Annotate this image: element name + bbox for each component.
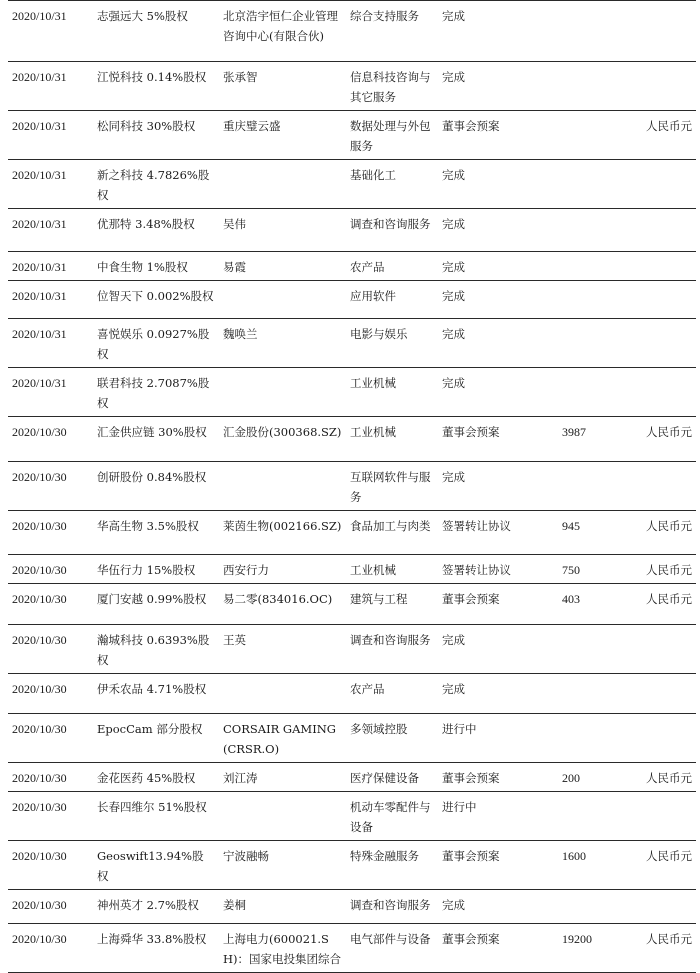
target-cell: 伊禾农品 4.71%股权 bbox=[93, 674, 219, 714]
industry-cell: 农产品 bbox=[346, 674, 438, 714]
date-cell: 2020/10/31 bbox=[8, 319, 93, 368]
currency-cell bbox=[635, 1, 696, 62]
target-cell: 新之科技 4.7826%股权 bbox=[93, 160, 219, 209]
status-cell: 签署转让协议 bbox=[438, 555, 558, 584]
target-cell: 喜悦娱乐 0.0927%股权 bbox=[93, 319, 219, 368]
target-cell: 汇金供应链 30%股权 bbox=[93, 417, 219, 462]
buyer-cell: 易二零(834016.OC) bbox=[219, 584, 346, 625]
table-row bbox=[8, 160, 696, 209]
status-cell: 完成 bbox=[438, 252, 558, 281]
table-row bbox=[8, 462, 696, 511]
target-cell: 瀚城科技 0.6393%股权 bbox=[93, 625, 219, 674]
status-cell: 董事会预案 bbox=[438, 417, 558, 462]
buyer-cell: 吴伟 bbox=[219, 209, 346, 252]
currency-cell: 人民币元 bbox=[635, 763, 696, 792]
status-cell: 完成 bbox=[438, 209, 558, 252]
currency-cell bbox=[635, 462, 696, 511]
date-cell: 2020/10/30 bbox=[8, 841, 93, 890]
buyer-cell bbox=[219, 368, 346, 417]
date-cell: 2020/10/30 bbox=[8, 763, 93, 792]
status-cell: 董事会预案 bbox=[438, 841, 558, 890]
date-cell: 2020/10/30 bbox=[8, 417, 93, 462]
table-row bbox=[8, 924, 696, 973]
buyer-cell: 宁波融畅 bbox=[219, 841, 346, 890]
buyer-cell: 莱茵生物(002166.SZ) bbox=[219, 511, 346, 555]
currency-cell bbox=[635, 674, 696, 714]
table-row bbox=[8, 763, 696, 792]
status-cell: 签署转让协议 bbox=[438, 511, 558, 555]
currency-cell bbox=[635, 625, 696, 674]
industry-cell: 电气部件与设备 bbox=[346, 924, 438, 973]
date-cell: 2020/10/30 bbox=[8, 555, 93, 584]
target-cell: EpocCam 部分股权 bbox=[93, 714, 219, 763]
date-cell: 2020/10/31 bbox=[8, 62, 93, 111]
industry-cell: 基础化工 bbox=[346, 160, 438, 209]
amount-cell: 19200 bbox=[558, 924, 635, 973]
currency-cell bbox=[635, 368, 696, 417]
buyer-cell: 上海电力(600021.SH)：国家电投集团综合 bbox=[219, 924, 346, 973]
buyer-cell: CORSAIR GAMING(CRSR.O) bbox=[219, 714, 346, 763]
date-cell: 2020/10/30 bbox=[8, 584, 93, 625]
currency-cell bbox=[635, 209, 696, 252]
date-cell: 2020/10/31 bbox=[8, 111, 93, 160]
currency-cell: 人民币元 bbox=[635, 584, 696, 625]
status-cell: 完成 bbox=[438, 62, 558, 111]
date-cell: 2020/10/30 bbox=[8, 924, 93, 973]
table-row bbox=[8, 62, 696, 111]
industry-cell: 工业机械 bbox=[346, 417, 438, 462]
currency-cell: 人民币元 bbox=[635, 511, 696, 555]
table-row bbox=[8, 417, 696, 462]
buyer-cell: 王英 bbox=[219, 625, 346, 674]
industry-cell: 数据处理与外包服务 bbox=[346, 111, 438, 160]
buyer-cell bbox=[219, 792, 346, 841]
target-cell: 华伍行力 15%股权 bbox=[93, 555, 219, 584]
buyer-cell bbox=[219, 281, 346, 319]
currency-cell: 人民币元 bbox=[635, 555, 696, 584]
target-cell: 联君科技 2.7087%股权 bbox=[93, 368, 219, 417]
table-row bbox=[8, 1, 696, 62]
date-cell: 2020/10/31 bbox=[8, 252, 93, 281]
currency-cell bbox=[635, 319, 696, 368]
buyer-cell bbox=[219, 160, 346, 209]
amount-cell: 945 bbox=[558, 511, 635, 555]
status-cell: 完成 bbox=[438, 625, 558, 674]
target-cell: 神州英才 2.7%股权 bbox=[93, 890, 219, 924]
date-cell: 2020/10/30 bbox=[8, 890, 93, 924]
table-row bbox=[8, 252, 696, 281]
amount-cell bbox=[558, 319, 635, 368]
deal-table bbox=[8, 0, 696, 973]
status-cell: 董事会预案 bbox=[438, 924, 558, 973]
industry-cell: 工业机械 bbox=[346, 368, 438, 417]
amount-cell bbox=[558, 625, 635, 674]
status-cell: 完成 bbox=[438, 368, 558, 417]
date-cell: 2020/10/30 bbox=[8, 714, 93, 763]
table-row bbox=[8, 319, 696, 368]
date-cell: 2020/10/31 bbox=[8, 209, 93, 252]
currency-cell: 人民币元 bbox=[635, 924, 696, 973]
table-row bbox=[8, 674, 696, 714]
amount-cell bbox=[558, 462, 635, 511]
currency-cell bbox=[635, 714, 696, 763]
target-cell: 上海舜华 33.8%股权 bbox=[93, 924, 219, 973]
currency-cell bbox=[635, 281, 696, 319]
target-cell: 中食生物 1%股权 bbox=[93, 252, 219, 281]
status-cell: 完成 bbox=[438, 1, 558, 62]
buyer-cell: 汇金股份(300368.SZ) bbox=[219, 417, 346, 462]
date-cell: 2020/10/31 bbox=[8, 281, 93, 319]
industry-cell: 调查和咨询服务 bbox=[346, 890, 438, 924]
status-cell: 进行中 bbox=[438, 792, 558, 841]
currency-cell bbox=[635, 252, 696, 281]
buyer-cell bbox=[219, 462, 346, 511]
currency-cell bbox=[635, 62, 696, 111]
buyer-cell: 北京浩宇恒仁企业管理咨询中心(有限合伙) bbox=[219, 1, 346, 62]
amount-cell: 1600 bbox=[558, 841, 635, 890]
table-row bbox=[8, 111, 696, 160]
industry-cell: 医疗保健设备 bbox=[346, 763, 438, 792]
industry-cell: 工业机械 bbox=[346, 555, 438, 584]
target-cell: 华高生物 3.5%股权 bbox=[93, 511, 219, 555]
status-cell: 完成 bbox=[438, 319, 558, 368]
table-row bbox=[8, 584, 696, 625]
target-cell: 长春四维尔 51%股权 bbox=[93, 792, 219, 841]
target-cell: 优那特 3.48%股权 bbox=[93, 209, 219, 252]
date-cell: 2020/10/31 bbox=[8, 160, 93, 209]
amount-cell bbox=[558, 674, 635, 714]
amount-cell: 403 bbox=[558, 584, 635, 625]
amount-cell bbox=[558, 281, 635, 319]
status-cell: 进行中 bbox=[438, 714, 558, 763]
amount-cell bbox=[558, 792, 635, 841]
amount-cell bbox=[558, 62, 635, 111]
industry-cell: 建筑与工程 bbox=[346, 584, 438, 625]
amount-cell bbox=[558, 160, 635, 209]
industry-cell: 调查和咨询服务 bbox=[346, 209, 438, 252]
table-row bbox=[8, 281, 696, 319]
table-row bbox=[8, 368, 696, 417]
table-row bbox=[8, 555, 696, 584]
amount-cell bbox=[558, 1, 635, 62]
industry-cell: 特殊金融服务 bbox=[346, 841, 438, 890]
industry-cell: 机动车零配件与设备 bbox=[346, 792, 438, 841]
table-row bbox=[8, 209, 696, 252]
date-cell: 2020/10/30 bbox=[8, 511, 93, 555]
currency-cell bbox=[635, 890, 696, 924]
table-row bbox=[8, 792, 696, 841]
buyer-cell: 张承智 bbox=[219, 62, 346, 111]
buyer-cell: 重庆璧云盛 bbox=[219, 111, 346, 160]
industry-cell: 食品加工与肉类 bbox=[346, 511, 438, 555]
status-cell: 完成 bbox=[438, 674, 558, 714]
status-cell: 完成 bbox=[438, 160, 558, 209]
target-cell: 位智天下 0.002%股权 bbox=[93, 281, 219, 319]
amount-cell bbox=[558, 890, 635, 924]
date-cell: 2020/10/30 bbox=[8, 462, 93, 511]
buyer-cell: 魏唤兰 bbox=[219, 319, 346, 368]
amount-cell: 200 bbox=[558, 763, 635, 792]
table-row bbox=[8, 625, 696, 674]
date-cell: 2020/10/30 bbox=[8, 674, 93, 714]
date-cell: 2020/10/30 bbox=[8, 792, 93, 841]
industry-cell: 调查和咨询服务 bbox=[346, 625, 438, 674]
target-cell: 金花医药 45%股权 bbox=[93, 763, 219, 792]
amount-cell: 3987 bbox=[558, 417, 635, 462]
buyer-cell: 易霞 bbox=[219, 252, 346, 281]
amount-cell bbox=[558, 368, 635, 417]
table-row bbox=[8, 841, 696, 890]
buyer-cell: 姜桐 bbox=[219, 890, 346, 924]
industry-cell: 互联网软件与服务 bbox=[346, 462, 438, 511]
status-cell: 董事会预案 bbox=[438, 763, 558, 792]
industry-cell: 多领域控股 bbox=[346, 714, 438, 763]
amount-cell bbox=[558, 252, 635, 281]
target-cell: 松同科技 30%股权 bbox=[93, 111, 219, 160]
currency-cell bbox=[635, 160, 696, 209]
industry-cell: 信息科技咨询与其它服务 bbox=[346, 62, 438, 111]
table-row bbox=[8, 890, 696, 924]
amount-cell bbox=[558, 714, 635, 763]
amount-cell: 750 bbox=[558, 555, 635, 584]
status-cell: 董事会预案 bbox=[438, 584, 558, 625]
target-cell: 厦门安越 0.99%股权 bbox=[93, 584, 219, 625]
currency-cell: 人民币元 bbox=[635, 111, 696, 160]
industry-cell: 应用软件 bbox=[346, 281, 438, 319]
status-cell: 完成 bbox=[438, 890, 558, 924]
buyer-cell bbox=[219, 674, 346, 714]
status-cell: 董事会预案 bbox=[438, 111, 558, 160]
amount-cell bbox=[558, 111, 635, 160]
date-cell: 2020/10/31 bbox=[8, 1, 93, 62]
date-cell: 2020/10/31 bbox=[8, 368, 93, 417]
currency-cell: 人民币元 bbox=[635, 417, 696, 462]
industry-cell: 电影与娱乐 bbox=[346, 319, 438, 368]
table-row bbox=[8, 511, 696, 555]
currency-cell: 人民币元 bbox=[635, 841, 696, 890]
status-cell: 完成 bbox=[438, 281, 558, 319]
date-cell: 2020/10/30 bbox=[8, 625, 93, 674]
status-cell: 完成 bbox=[438, 462, 558, 511]
amount-cell bbox=[558, 209, 635, 252]
target-cell: Geoswift13.94%股权 bbox=[93, 841, 219, 890]
target-cell: 创研股份 0.84%股权 bbox=[93, 462, 219, 511]
deal-table-body bbox=[8, 1, 696, 973]
table-row bbox=[8, 714, 696, 763]
industry-cell: 农产品 bbox=[346, 252, 438, 281]
buyer-cell: 刘江涛 bbox=[219, 763, 346, 792]
currency-cell bbox=[635, 792, 696, 841]
industry-cell: 综合支持服务 bbox=[346, 1, 438, 62]
target-cell: 江悦科技 0.14%股权 bbox=[93, 62, 219, 111]
buyer-cell: 西安行力 bbox=[219, 555, 346, 584]
target-cell: 志强远大 5%股权 bbox=[93, 1, 219, 62]
